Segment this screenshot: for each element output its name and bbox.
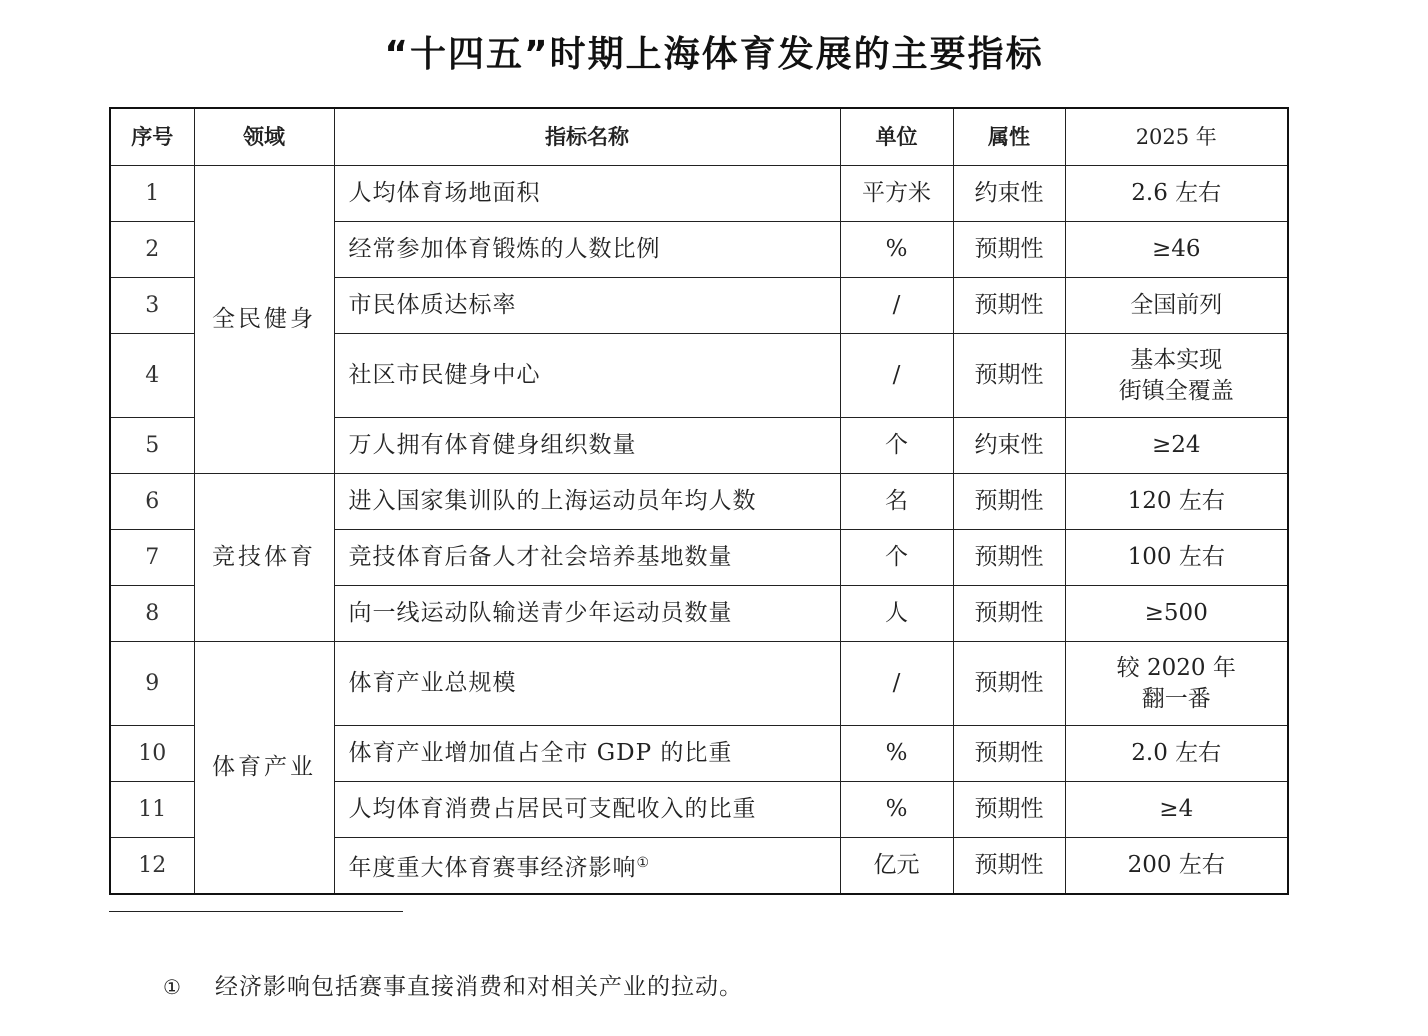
cell-target [1065,334,1288,418]
cell-seq: 2 [110,222,194,278]
cell-domain: 体育产业 [194,642,334,895]
cell-target: 2.0 左右 [1065,726,1288,782]
cell-unit: % [840,222,953,278]
table-row [110,166,1288,222]
header-name: 指标名称 [334,108,840,166]
cell-target [1065,642,1288,726]
cell-name: 人均体育消费占居民可支配收入的比重 [334,782,840,838]
cell-unit: % [840,726,953,782]
footnote [163,968,743,1001]
cell-attr: 预期性 [953,334,1065,418]
cell-target-line: 街镇全覆盖 [1118,377,1234,404]
cell-unit: 平方米 [840,166,953,222]
cell-attr: 预期性 [953,782,1065,838]
cell-seq: 6 [110,474,194,530]
page-title: “十四五”时期上海体育发展的主要指标 [384,34,1044,75]
cell-attr: 预期性 [953,474,1065,530]
cell-seq: 4 [110,334,194,418]
cell-seq: 9 [110,642,194,726]
cell-target-line: 基本实现 [1130,346,1223,373]
footnote-ref[interactable]: ① [636,854,651,871]
cell-unit: / [840,642,953,726]
header-attr: 属性 [953,108,1065,166]
cell-target: ≥24 [1065,418,1288,474]
footnote-mark: ① [163,975,182,999]
table-row [110,642,1288,726]
cell-attr: 预期性 [953,838,1065,895]
cell-domain: 竞技体育 [194,474,334,642]
cell-unit: / [840,278,953,334]
cell-seq: 5 [110,418,194,474]
cell-name: 向一线运动队输送青少年运动员数量 [334,586,840,642]
cell-unit: 人 [840,586,953,642]
header-unit: 单位 [840,108,953,166]
cell-unit: 名 [840,474,953,530]
cell-unit: 个 [840,530,953,586]
footnote-text: 经济影响包括赛事直接消费和对相关产业的拉动。 [215,974,743,1000]
cell-attr: 预期性 [953,586,1065,642]
cell-target: ≥46 [1065,222,1288,278]
cell-target: 100 左右 [1065,530,1288,586]
cell-name: 社区市民健身中心 [334,334,840,418]
cell-seq: 1 [110,166,194,222]
footnote-divider [109,911,403,912]
cell-attr: 预期性 [953,278,1065,334]
cell-unit: / [840,334,953,418]
cell-attr: 约束性 [953,418,1065,474]
cell-name: 进入国家集训队的上海运动员年均人数 [334,474,840,530]
cell-name: 人均体育场地面积 [334,166,840,222]
cell-target: 120 左右 [1065,474,1288,530]
header-target: 2025 年 [1065,108,1288,166]
cell-seq: 7 [110,530,194,586]
cell-name: 经常参加体育锻炼的人数比例 [334,222,840,278]
cell-name [334,838,840,895]
cell-target-line: 翻一番 [1141,685,1211,712]
cell-unit: 亿元 [840,838,953,895]
cell-name-text: 年度重大体育赛事经济影响 [348,854,637,881]
cell-target: 全国前列 [1065,278,1288,334]
indicators-table [109,107,1289,895]
cell-attr: 约束性 [953,166,1065,222]
cell-attr: 预期性 [953,530,1065,586]
cell-domain: 全民健身 [194,166,334,474]
cell-target-line: 较 2020 年 [1116,654,1236,681]
cell-name: 体育产业增加值占全市 GDP 的比重 [334,726,840,782]
cell-unit: % [840,782,953,838]
cell-target: ≥500 [1065,586,1288,642]
cell-name: 万人拥有体育健身组织数量 [334,418,840,474]
cell-seq: 11 [110,782,194,838]
cell-attr: 预期性 [953,642,1065,726]
cell-seq: 3 [110,278,194,334]
cell-seq: 8 [110,586,194,642]
header-domain: 领域 [194,108,334,166]
cell-unit: 个 [840,418,953,474]
cell-seq: 12 [110,838,194,895]
cell-name: 市民体质达标率 [334,278,840,334]
cell-attr: 预期性 [953,222,1065,278]
cell-seq: 10 [110,726,194,782]
cell-attr: 预期性 [953,726,1065,782]
cell-name: 体育产业总规模 [334,642,840,726]
table-row [110,474,1288,530]
cell-name: 竞技体育后备人才社会培养基地数量 [334,530,840,586]
table-header-row [110,108,1288,166]
header-seq: 序号 [110,108,194,166]
cell-target: 200 左右 [1065,838,1288,895]
cell-target: 2.6 左右 [1065,166,1288,222]
cell-target: ≥4 [1065,782,1288,838]
